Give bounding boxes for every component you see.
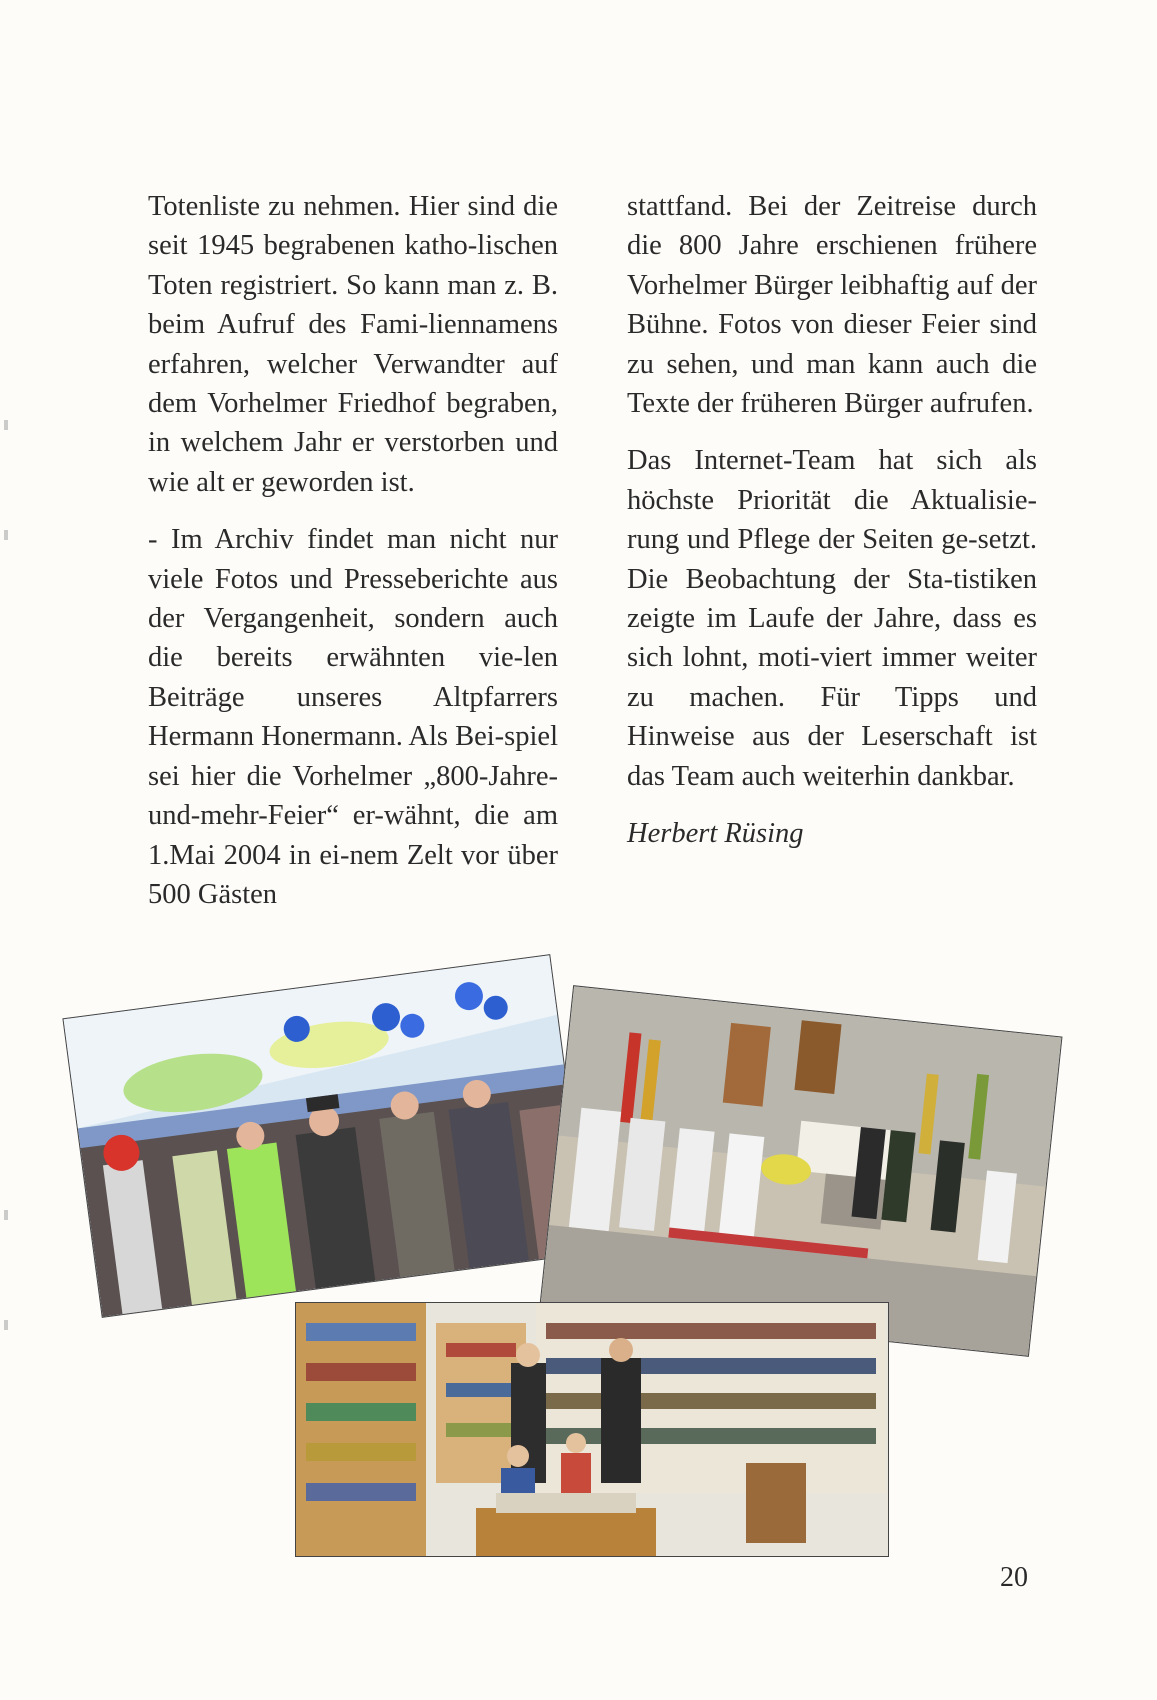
page-number: 20: [1000, 1562, 1028, 1593]
library-photo: [295, 1302, 889, 1557]
festival-photo: [62, 954, 589, 1318]
paragraph: Das Internet-Team hat sich als höchste Priorität die Aktualisie-rung und Pflege der Seiten ge-setzt. Die Beobachtung der Sta-tistiken zeigte im Laufe der Jahre, dass es sich lohnt, moti-viert immer weiter zu machen. Für Tipps und Hinweise aus der Leserschaft ist das Team auch weiterhin dankbar.: [627, 445, 1037, 792]
paragraph: - Im Archiv findet man nicht nur viele Fotos und Presseberichte aus der Vergangenheit, sondern auch die bereits erwähnten vie-len Beiträge unseres Altpfarrers Hermann Honermann. Als Bei-spiel sei hier die Vorhelmer „800-Jahre-und-mehr-Feier“ er-wähnt, die am 1.Mai 2004 in ei-nem Zelt vor über 500 Gästen: [148, 524, 558, 910]
paragraph: Totenliste zu nehmen. Hier sind die seit 1945 begrabenen katho-lischen Toten registriert. So kann man z. B. beim Aufruf des Fami-liennamens erfahren, welcher Verwandter auf dem Vorhelmer Friedhof begraben, in welchem Jahr er verstorben und wie alt er geworden ist.: [148, 191, 558, 498]
text-column-right: [627, 187, 1037, 872]
scan-mark: [4, 530, 8, 540]
scan-mark: [4, 420, 8, 430]
scan-mark: [4, 1210, 8, 1220]
scan-mark: [4, 1320, 8, 1330]
author-signature: Herbert Rüsing: [627, 818, 804, 850]
paragraph: stattfand. Bei der Zeitreise durch die 800 Jahre erschienen frühere Vorhelmer Bürger leibhaftig auf der Bühne. Fotos von dieser Feier sind zu sehen, und man kann auch die Texte der früheren Bürger aufrufen.: [627, 191, 1037, 420]
text-column-left: [148, 187, 558, 932]
